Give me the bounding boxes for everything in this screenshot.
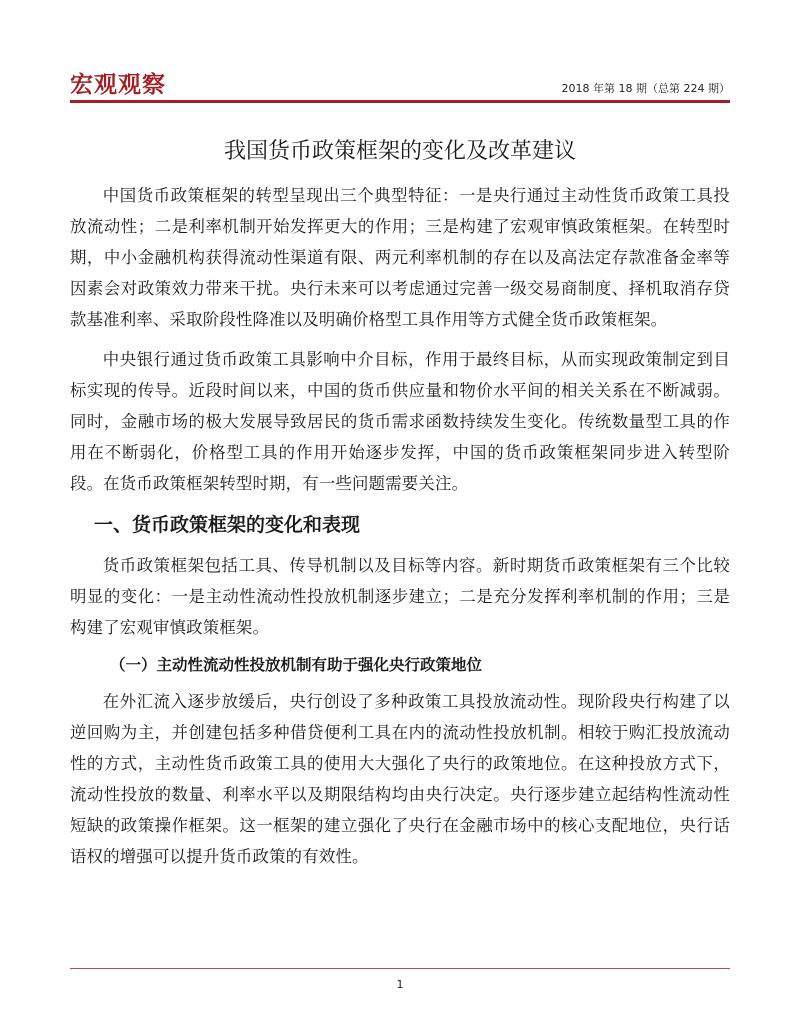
abstract-paragraph: 中国货币政策框架的转型呈现出三个典型特征：一是央行通过主动性货币政策工具投放流动性；二是利率机制开始发挥更大的作用；三是构建了宏观审慎政策框架。在转型时期，中小金融机构获得流动性渠道有限、两元利率机制的存在以及高法定存款准备金率等因素会对政策效力带来干扰。央行未来可以考虑通过完善一级交易商制度、择机取消存贷款基准利率、采取阶段性降准以及明确价格型工具作用等方式健全货币政策框架。 <box>70 186 730 329</box>
header-divider <box>70 100 730 103</box>
page-header <box>70 62 730 102</box>
section-heading: 一、货币政策框架的变化和表现 <box>94 514 361 536</box>
subsection-heading: （一）主动性流动性投放机制有助于强化央行政策地位 <box>110 656 483 674</box>
publication-brand: 宏观观察 <box>70 72 166 98</box>
footer-divider <box>70 968 730 969</box>
article-title: 我国货币政策框架的变化及改革建议 <box>223 139 576 164</box>
article-body <box>70 180 730 881</box>
intro-paragraph: 中央银行通过货币政策工具影响中介目标，作用于最终目标，从而实现政策制定到目标实现的传导。近段时间以来，中国的货币供应量和物价水平间的相关关系在不断减弱。同时，金融市场的极大发展导致居民的货币需求函数持续发生变化。传统数量型工具的作用在不断弱化，价格型工具的作用开始逐步发挥，中国的货币政策框架同步进入转型阶段。在货币政策框架转型时期，有一些问题需要关注。 <box>70 350 730 493</box>
section-intro-paragraph: 货币政策框架包括工具、传导机制以及目标等内容。新时期货币政策框架有三个比较明显的变化：一是主动性流动性投放机制逐步建立；二是充分发挥利率机制的作用；三是构建了宏观审慎政策框架。 <box>70 556 730 637</box>
subsection-paragraph: 在外汇流入逐步放缓后，央行创设了多种政策工具投放流动性。现阶段央行构建了以逆回购为主，并创建包括多种借贷便利工具在内的流动性投放机制。相较于购汇投放流动性的方式，主动性货币政策工具的使用大大强化了央行的政策地位。在这种投放方式下，流动性投放的数量、利率水平以及期限结构均由央行决定。央行逐步建立起结构性流动性短缺的政策操作框架。这一框架的建立强化了央行在金融市场中的核心支配地位，央行话语权的增强可以提升货币政策的有效性。 <box>70 692 730 866</box>
page-number: 1 <box>396 978 404 991</box>
issue-number: 2018 年第 18 期（总第 224 期） <box>561 82 730 95</box>
